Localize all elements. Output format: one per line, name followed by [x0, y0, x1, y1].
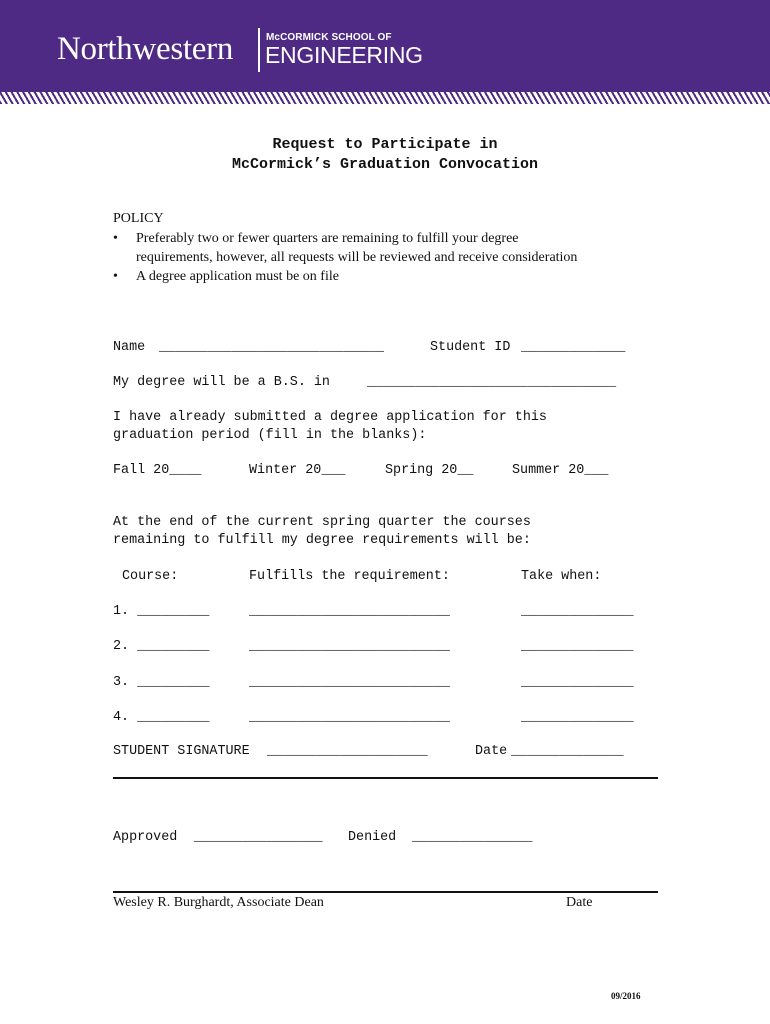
spring-field[interactable]: Spring 20__: [385, 463, 474, 478]
course-row-3-requirement[interactable]: _________________________: [249, 675, 450, 690]
degree-field[interactable]: _______________________________: [367, 375, 617, 390]
remaining-text-line-1: At the end of the current spring quarter the courses: [113, 515, 531, 530]
logo-engineering-text: ENGINEERING: [265, 42, 423, 68]
course-row-1-course[interactable]: 1. _________: [113, 604, 210, 619]
course-row-2-when[interactable]: ______________: [521, 639, 634, 654]
signature-date-field[interactable]: ______________: [511, 744, 624, 759]
degree-label: My degree will be a B.S. in: [113, 375, 330, 390]
dean-name: Wesley R. Burghardt, Associate Dean: [113, 895, 324, 910]
summer-field[interactable]: Summer 20___: [512, 463, 609, 478]
denied-label: Denied: [348, 830, 397, 845]
denied-field[interactable]: _______________: [412, 830, 533, 845]
revision-date: 09/2016: [611, 991, 641, 1001]
take-when-column-header: Take when:: [521, 569, 602, 584]
course-row-3-when[interactable]: ______________: [521, 675, 634, 690]
signature-date-label: Date: [475, 744, 508, 759]
name-label: Name: [113, 340, 146, 355]
section-divider: [113, 777, 658, 779]
course-row-1-when[interactable]: ______________: [521, 604, 634, 619]
dean-signature-line: [113, 891, 658, 893]
form-title-line-2: McCormick’s Graduation Convocation: [231, 156, 539, 173]
header-banner: [0, 0, 770, 92]
course-row-2-course[interactable]: 2. _________: [113, 639, 210, 654]
northwestern-logo-text: Northwestern: [57, 31, 234, 67]
submitted-text-line-2: graduation period (fill in the blanks):: [113, 428, 427, 443]
student-signature-label: STUDENT SIGNATURE: [113, 744, 250, 759]
approved-label: Approved: [113, 830, 178, 845]
dean-date-label: Date: [566, 895, 593, 910]
student-id-label: Student ID: [430, 340, 511, 355]
student-id-field[interactable]: _____________: [521, 340, 626, 355]
policy-bullet-1-line-1: Preferably two or fewer quarters are remaining to fulfill your degree: [136, 231, 519, 246]
requirement-column-header: Fulfills the requirement:: [249, 569, 450, 584]
remaining-text-line-2: remaining to fulfill my degree requirements will be:: [113, 533, 531, 548]
course-row-1-requirement[interactable]: _________________________: [249, 604, 450, 619]
policy-heading: POLICY: [113, 211, 164, 226]
logo-divider: [258, 28, 260, 72]
course-column-header: Course:: [122, 569, 179, 584]
course-row-4-requirement[interactable]: _________________________: [249, 710, 450, 725]
course-row-4-when[interactable]: ______________: [521, 710, 634, 725]
approved-field[interactable]: ________________: [194, 830, 323, 845]
header-hatch-border: [0, 92, 770, 104]
bullet-icon: •: [113, 269, 118, 284]
course-row-2-requirement[interactable]: _________________________: [249, 639, 450, 654]
submitted-text-line-1: I have already submitted a degree application for this: [113, 410, 547, 425]
logo-school-text: McCORMICK SCHOOL OF: [266, 32, 392, 43]
bullet-icon: •: [113, 231, 118, 246]
form-title-line-1: Request to Participate in: [272, 136, 498, 153]
policy-bullet-2: A degree application must be on file: [136, 269, 339, 284]
course-row-4-course[interactable]: 4. _________: [113, 710, 210, 725]
fall-field[interactable]: Fall 20____: [113, 463, 202, 478]
name-field[interactable]: ____________________________: [159, 340, 384, 355]
policy-bullet-1-line-2: requirements, however, all requests will be reviewed and receive consideration: [136, 250, 578, 265]
course-row-3-course[interactable]: 3. _________: [113, 675, 210, 690]
winter-field[interactable]: Winter 20___: [249, 463, 346, 478]
student-signature-field[interactable]: ____________________: [267, 744, 428, 759]
